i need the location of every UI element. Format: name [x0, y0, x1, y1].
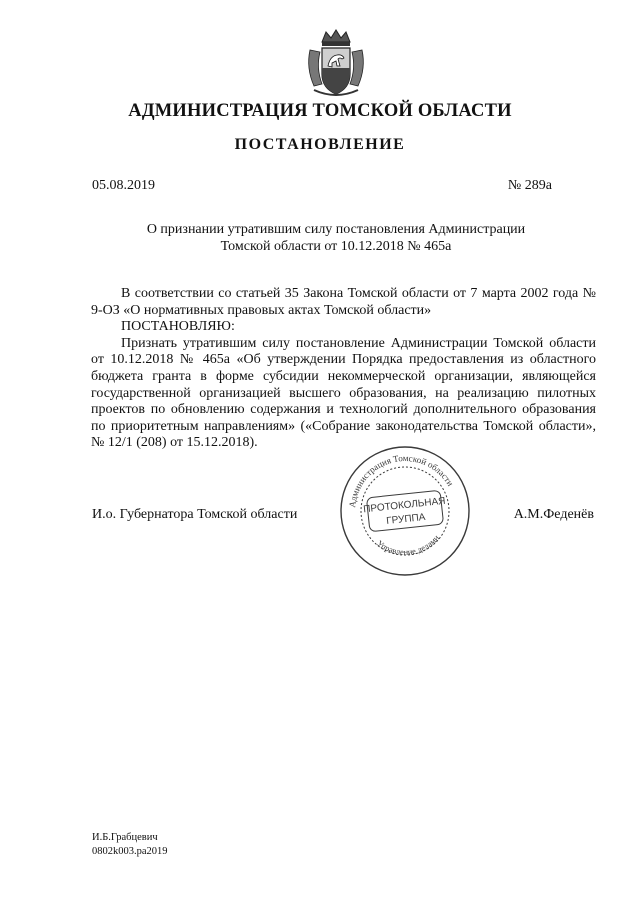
subject-line-2: Томской области от 10.12.2018 № 465а: [220, 239, 452, 254]
stamp-bottom-text: Управление делами: [375, 532, 442, 557]
subject-line-1: О признании утратившим силу постановления Администрации: [146, 222, 526, 237]
document-body: [91, 286, 596, 452]
signatory-name: А.М.Феденёв: [513, 507, 594, 522]
coat-of-arms-icon: [304, 28, 368, 98]
preamble-paragraph: В соответствии со статьей 35 Закона Томской области от 7 марта 2002 года № 9-ОЗ «О нормативных правовых актах Томской области»: [91, 286, 596, 318]
document-type: ПОСТАНОВЛЕНИЕ: [234, 136, 406, 153]
signatory-position: И.о. Губернатора Томской области: [92, 507, 298, 522]
stamp-inner-line-1: ПРОТОКОЛЬНАЯ: [362, 495, 447, 516]
stamp-outer-text: Администрация Томской области: [347, 452, 456, 509]
organization-title: АДМИНИСТРАЦИЯ ТОМСКОЙ ОБЛАСТИ: [128, 101, 512, 121]
document-date: 05.08.2019: [92, 178, 155, 193]
main-paragraph: Признать утратившим силу постановление Администрации Томской области от 10.12.2018 № 465а «Об утверждении Порядка предоставления из областного бюджета гранта в форме субсидии некоммерческой организации, являющейся государственной организацией высшего образования, на реализацию пилотных проектов по обновлению содержания и технологий дополнительного образования по приоритетным направлениям» («Собрание законодательства Томской области», № 12/1 (208) от 15.12.2018).: [91, 335, 596, 451]
stamp-inner-line-2: ГРУППА: [385, 511, 426, 527]
document-subject: [120, 221, 552, 255]
file-code: 0802k003.ра2019: [92, 846, 168, 857]
executor-name: И.Б.Грабцевич: [92, 832, 158, 843]
stamp-seal: [338, 444, 472, 578]
decree-word: ПОСТАНОВЛЯЮ:: [121, 319, 235, 335]
document-number: № 289а: [507, 178, 552, 193]
executor-info: [92, 831, 168, 859]
